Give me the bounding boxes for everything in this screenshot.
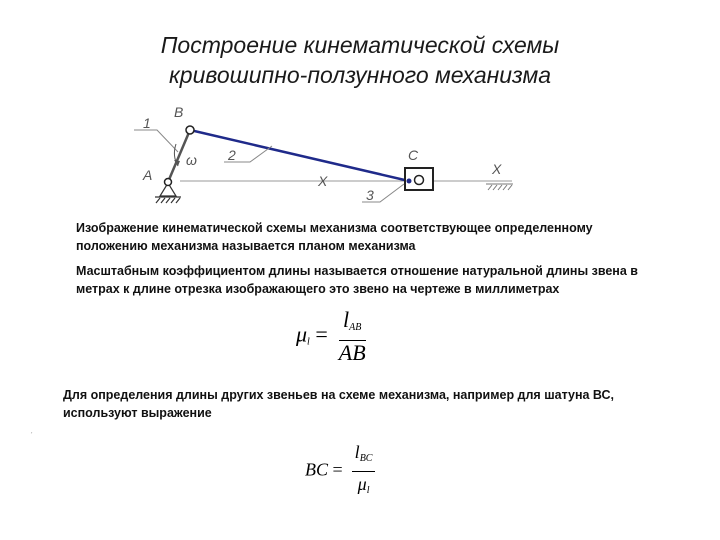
- formula2-num-sub: BC: [359, 453, 373, 464]
- joint-c: [415, 176, 424, 185]
- paragraph-scale-coefficient: Масштабным коэффициентом длины называется отношение натуральной длины звена в метрах к длине отрезка изображающего это звено на чертеже в миллиметрах: [76, 264, 638, 296]
- label-omega: ω: [186, 152, 197, 168]
- joint-b: [186, 126, 194, 134]
- label-link-1: 1: [143, 115, 151, 131]
- paragraph-plan-definition: Изображение кинематической схемы механизма соответствующее определенному положению механизма называется планом механизма: [76, 221, 593, 253]
- stray-mark: ˏ: [30, 425, 33, 434]
- formula2-num: l: [354, 442, 360, 462]
- formula-scale-coefficient: [296, 308, 366, 365]
- formula2-lhs: BC: [305, 459, 329, 480]
- label-point-a: A: [143, 167, 153, 183]
- formula2-den-sub: l: [366, 485, 370, 496]
- formula1-num-sub: AB: [349, 322, 362, 333]
- label-axis-x-right: X: [492, 161, 502, 177]
- connecting-rod-bc: [190, 130, 409, 181]
- label-axis-x-left: X: [318, 173, 328, 189]
- formula1-fraction: [339, 308, 366, 365]
- paragraph-link-length: Для определения длины других звеньев на схеме механизма, например для шатуна ВС, используют выражение: [63, 388, 614, 420]
- formula-link-length: [305, 440, 375, 503]
- right-ground-support: [486, 184, 513, 190]
- formula1-lhs: μ: [296, 321, 308, 347]
- label-point-c: C: [408, 147, 419, 163]
- title-line-1: Построение кинематической схемы: [160, 32, 560, 58]
- leader-line-1: [134, 130, 178, 152]
- formula1-lhs-sub: l: [307, 336, 310, 348]
- title-line-2: кривошипно-ползунного механизма: [168, 62, 552, 88]
- joint-a: [165, 179, 172, 186]
- label-link-3: 3: [366, 187, 374, 203]
- formula2-den: μ: [357, 474, 367, 494]
- formula2-eq: =: [328, 459, 348, 480]
- label-link-2: 2: [228, 147, 236, 163]
- formula2-fraction: [352, 440, 376, 503]
- label-point-b: B: [174, 104, 184, 120]
- formula1-num: l: [343, 307, 350, 332]
- formula1-den: AB: [338, 340, 366, 365]
- slider-pin: [407, 179, 412, 184]
- formula1-eq: =: [309, 321, 334, 347]
